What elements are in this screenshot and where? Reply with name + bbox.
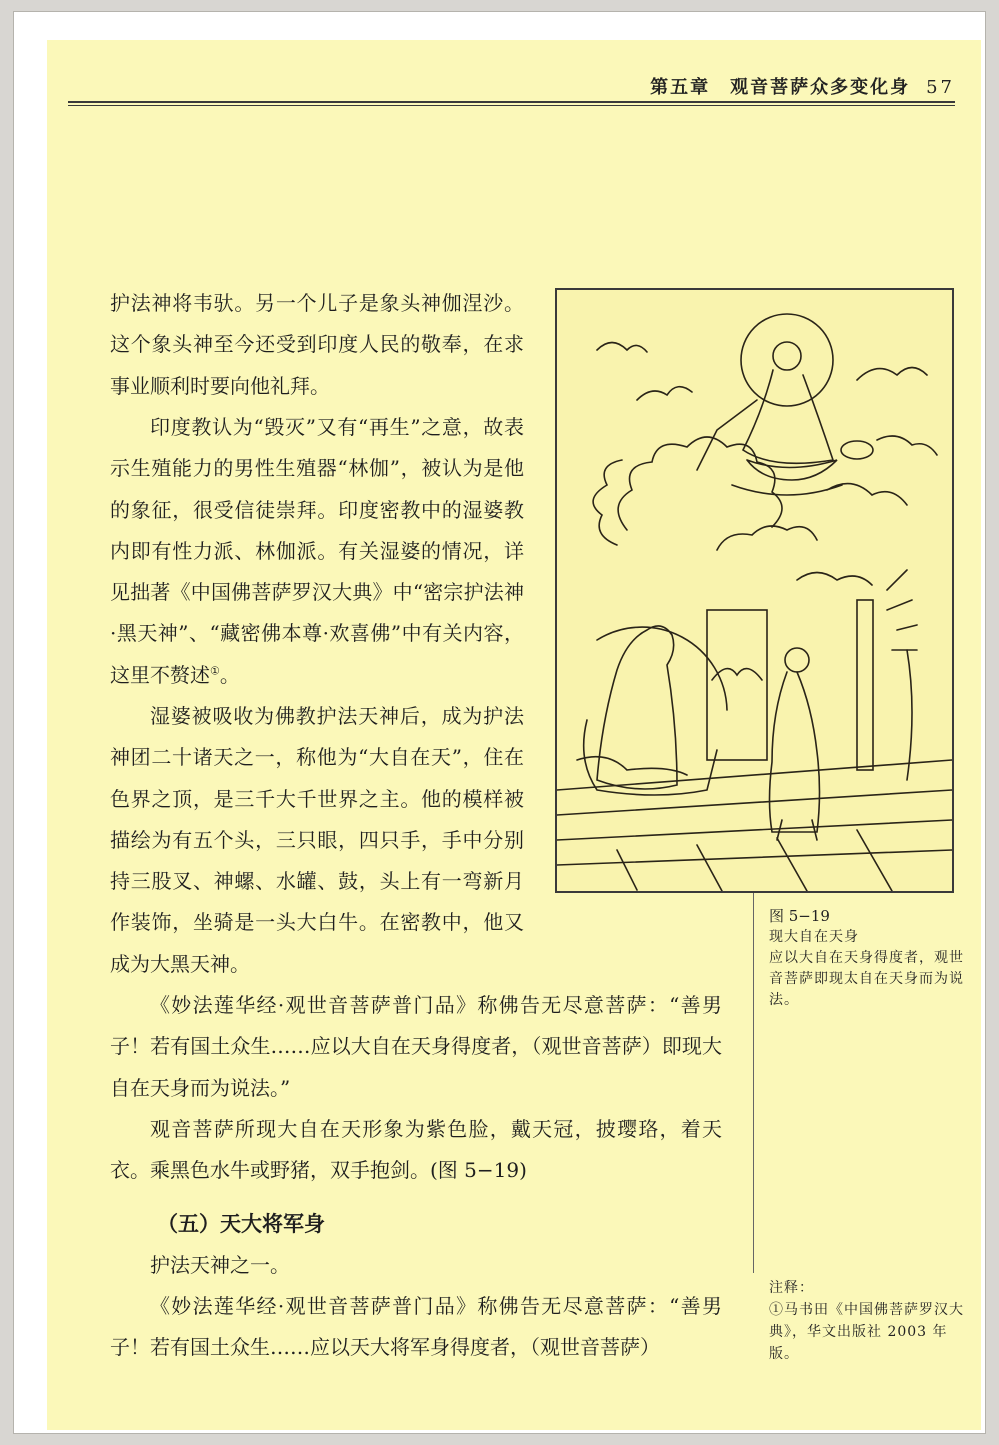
figure-label: 图 5−19: [769, 907, 830, 925]
paragraph-3: 湿婆被吸收为佛教护法天神后，成为护法神团二十诸天之一，称他为“大自在天”，住在色界之顶，是三千大千世界之主。他的模样被描绘为有五个头，三只眼，四只手，手中分别持三股叉、神螺、水罐、鼓，头上有一弯新月作装饰，坐骑是一头大白牛。在密教中，他又成为大黑天神。: [110, 704, 524, 976]
running-header: [650, 73, 955, 99]
book-page: [47, 40, 981, 1430]
page-number: 57: [926, 77, 955, 98]
paragraph-2-text: 印度教认为“毁灭”又有“再生”之意，故表示生殖能力的男性生殖器“林伽”，被认为是他的象征，很受信徒崇拜。印度密教中的湿婆教内即有性力派、林伽派。有关湿婆的情况，详见拙著《中国佛菩萨罗汉大典》中“密宗护法神·黑天神”、“藏密佛本尊·欢喜佛”中有关内容，这里不赘述: [110, 415, 524, 687]
footnote-text: ①马书田《中国佛菩萨罗汉大典》，华文出版社 2003 年版。: [769, 1302, 964, 1362]
caption-rule: [753, 893, 754, 1273]
paragraph-6: 护法天神之一。: [150, 1253, 290, 1277]
paragraph-5: 观音菩萨所现大自在天形象为紫色脸，戴天冠，披璎珞，着天衣。乘黑色水牛或野猪，双手抱剑。(图 5−19): [110, 1117, 722, 1183]
page-frame: [13, 11, 986, 1434]
paragraph-2-end: 。: [219, 662, 240, 687]
chapter-title: 第五章 观音菩萨众多变化身: [650, 77, 911, 98]
woodblock-drawing: [557, 290, 952, 891]
section-heading: （五）天大将军身: [157, 1211, 325, 1236]
paragraph-1: 护法神将韦驮。另一个儿子是象头神伽涅沙。这个象头神至今还受到印度人民的敬奉，在求事业顺利时要向他礼拜。: [110, 291, 524, 398]
figure-caption: 现大自在天身 应以大自在天身得度者，观世音菩萨即现太自在天身而为说法。: [769, 929, 964, 1008]
paragraph-7: 《妙法莲华经·观世音菩萨普门品》称佛告无尽意菩萨：“善男子！若有国土众生……应以天大将军身得度者，（观世音菩萨）: [110, 1294, 722, 1360]
paragraph-4: 《妙法莲华经·观世音菩萨普门品》称佛告无尽意菩萨：“善男子！若有国土众生……应以大自在天身得度者，（观世音菩萨）即现大自在天身而为说法。”: [110, 993, 722, 1100]
footnote-reference: ①: [210, 664, 220, 678]
footnote-label: 注释：: [769, 1280, 814, 1296]
figure-illustration: [555, 288, 954, 893]
paragraph-2: [110, 407, 524, 696]
header-rule: [68, 101, 955, 106]
